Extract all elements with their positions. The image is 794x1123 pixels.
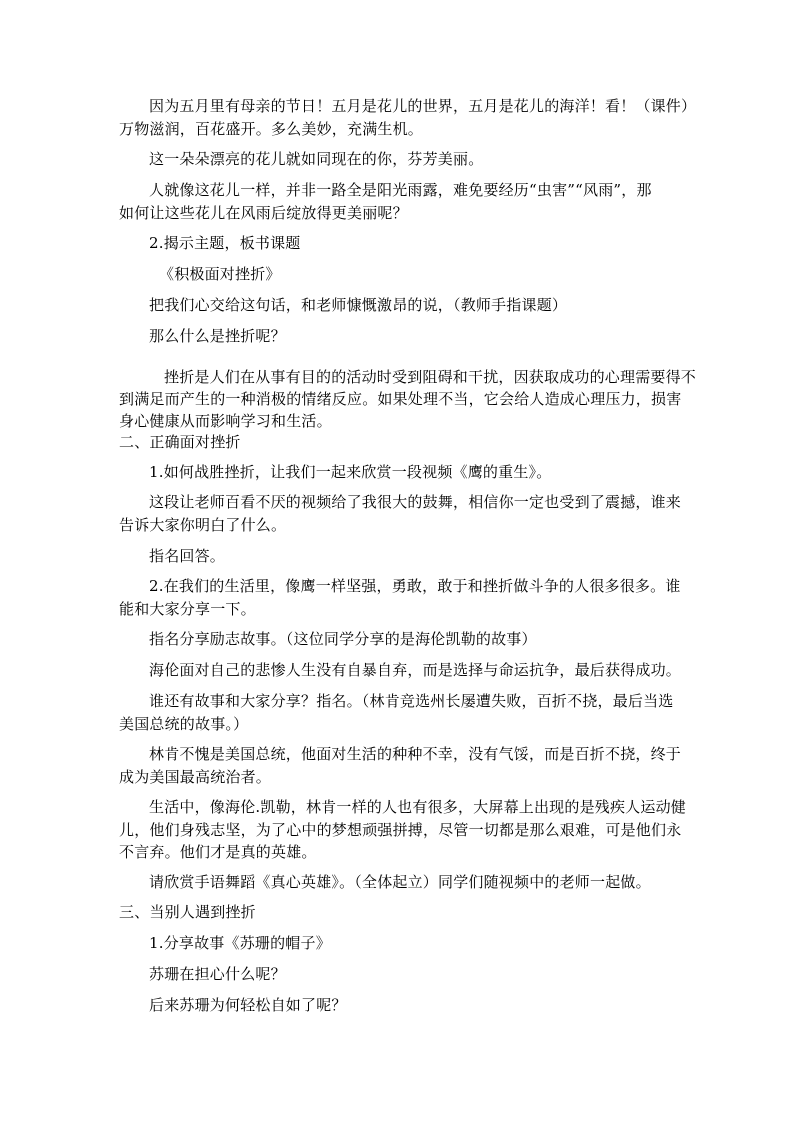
section-3-heading: 三、当别人遇到挫折 [119,903,256,921]
definition-line-2: 到满足而产生的一种消极的情绪反应。如果处理不当，它会给人造成心理压力，损害 [119,390,682,408]
lincoln-line-2: 美国总统的故事。） [119,715,249,733]
story-heading: 1.分享故事《苏珊的帽子》 [149,934,331,952]
susan-question-2: 后来苏珊为何轻松自如了呢？ [149,996,347,1014]
video-reflect-line-1: 这段让老师百看不厌的视频给了我很大的鼓舞，相信你一定也受到了震撼，谁来 [149,493,682,511]
section-2-heading: 二、正确面对挫折 [119,433,241,451]
athletes-line-1: 生活中，像海伦.凯勒，林肯一样的人也有很多，大屏幕上出现的是残疾人运动健 [149,798,686,816]
share-prompt-line-2: 能和大家分享一下。 [119,600,256,618]
lincoln-line-1: 谁还有故事和大家分享？指名。（林肯竞选州长屡遭失败，百折不挠，最后当选 [149,692,674,710]
paragraph-hardship-line-2: 如何让这些花儿在风雨后绽放得更美丽呢？ [119,204,408,222]
lesson-title: 《积极面对挫折》 [159,265,281,283]
definition-line-1: 挫折是人们在从事有目的的活动时受到阻碍和干扰，因获取成功的心理需要得不 [164,368,697,386]
paragraph-flower-line: 这一朵朵漂亮的花儿就如同现在的你，芬芳美丽。 [149,150,484,168]
video-reflect-line-2: 告诉大家你明白了什么。 [119,516,287,534]
athletes-line-3: 不言弃。他们才是真的英雄。 [119,843,317,861]
susan-question-1: 苏珊在担心什么呢？ [149,965,286,983]
step-2-heading: 2.揭示主题，板书课题 [149,234,301,252]
paragraph-hardship-line-1: 人就像这花儿一样，并非一路全是阳光雨露，难免要经历“虫害”“风雨”，那 [149,181,652,199]
paragraph-may-line-1: 因为五月里有母亲的节日！五月是花儿的世界，五月是花儿的海洋！看！（课件） [149,97,697,115]
definition-line-3: 身心健康从而影响学习和生活。 [119,412,332,430]
lincoln-summary-line-1: 林肯不愧是美国总统，他面对生活的种种不幸，没有气馁，而是百折不挠，终于 [149,745,682,763]
paragraph-may-line-2: 万物滋润，百花盛开。多么美妙，充满生机。 [119,120,424,138]
helen-line: 海伦面对自己的悲惨人生没有自暴自弃，而是选择与命运抗争，最后获得成功。 [149,661,682,679]
lincoln-summary-line-2: 成为美国最高统治者。 [119,768,272,786]
video-intro-line: 1.如何战胜挫折，让我们一起来欣赏一段视频《鹰的重生》。 [149,463,552,481]
answer-line: 指名回答。 [149,547,226,565]
paragraph-recite-line: 把我们心交给这句话，和老师慷慨激昂的说，（教师手指课题） [149,296,568,314]
paragraph-question-line: 那么什么是挫折呢？ [149,327,286,345]
share-prompt-line-1: 2.在我们的生活里，像鹰一样坚强，勇敢，敢于和挫折做斗争的人很多很多。谁 [149,577,681,595]
athletes-line-2: 儿，他们身残志坚，为了心中的梦想顽强拼搏，尽管一切都是那么艰难，可是他们永 [119,821,682,839]
dance-line: 请欣赏手语舞蹈《真心英雄》。（全体起立）同学们随视频中的老师一起做。 [149,873,651,891]
share-story-line: 指名分享励志故事。（这位同学分享的是海伦凯勒的故事） [149,630,537,648]
